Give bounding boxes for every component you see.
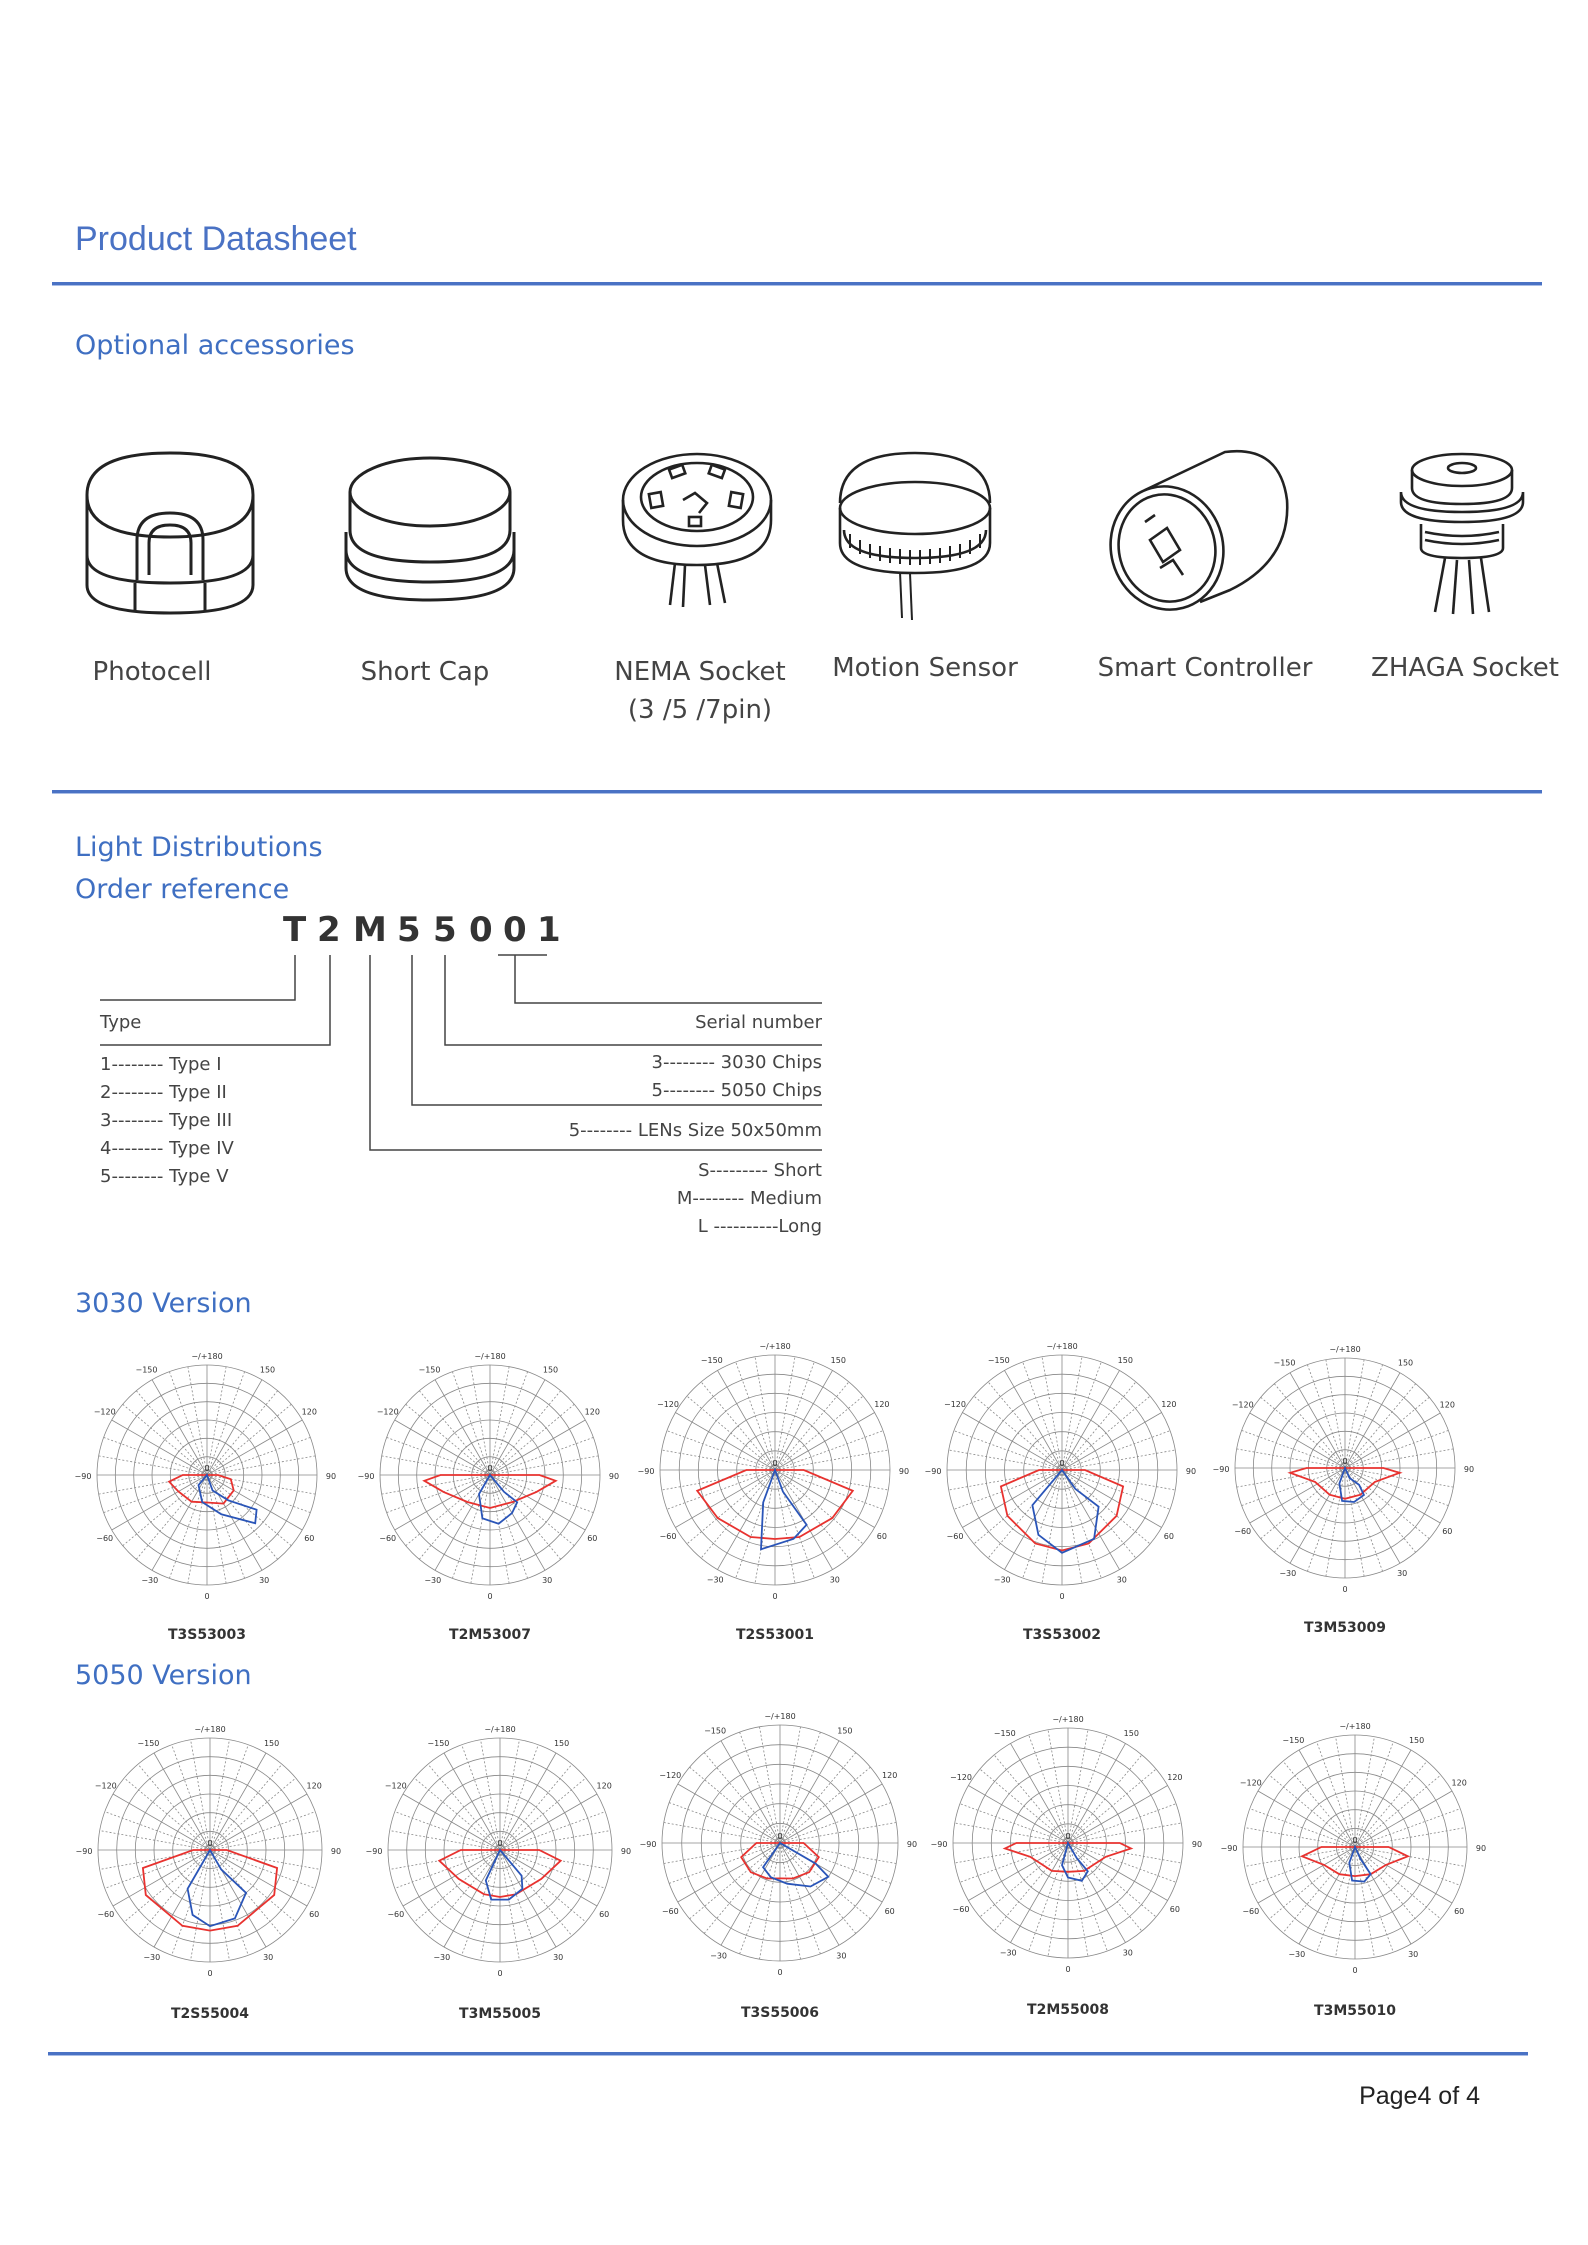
polar-angle-label: 90 (1463, 1465, 1475, 1474)
length-option: S--------- Short (698, 1160, 822, 1181)
polar-angle-label: −/+180 (759, 1342, 791, 1351)
polar-angle-label: 90 (1185, 1467, 1197, 1476)
polar-chart-caption: T2S55004 (170, 2006, 250, 2022)
polar-angle-label: 0 (1059, 1459, 1065, 1468)
polar-angle-label: −60 (952, 1905, 970, 1914)
blue-curve (1032, 1470, 1098, 1553)
polar-angle-label: 0 (487, 1592, 493, 1601)
order-code-char: M (353, 910, 389, 950)
section-accessories-heading: Optional accessories (75, 330, 355, 361)
polar-chart-caption: T3S53002 (1022, 1627, 1102, 1643)
polar-chart (1203, 1695, 1507, 2009)
polar-angle-label: 0 (207, 1839, 213, 1848)
polar-angle-label: 30 (542, 1575, 553, 1585)
polar-angle-label: −150 (137, 1738, 160, 1748)
polar-angle-label: −90 (924, 1467, 942, 1476)
accessory-zhaga-socket-label: ZHAGA Socket (1371, 653, 1559, 683)
polar-angle-label: −90 (75, 1847, 93, 1856)
footer-divider (48, 2052, 1528, 2055)
polar-angle-label: −120 (657, 1399, 679, 1409)
polar-angle-label: 90 (330, 1847, 342, 1856)
polar-angle-label: −120 (659, 1771, 682, 1781)
polar-angle-label: 60 (587, 1534, 598, 1543)
polar-chart-caption: T3M55005 (459, 2006, 541, 2022)
polar-angle-label: 30 (1116, 1575, 1127, 1585)
polar-angle-label: −90 (639, 1840, 657, 1849)
polar-angle-label: −90 (637, 1467, 655, 1476)
polar-angle-label: 60 (1442, 1527, 1453, 1536)
polar-angle-label: −90 (930, 1840, 948, 1849)
polar-angle-label: 0 (777, 1832, 783, 1841)
polar-angle-label: −30 (433, 1952, 451, 1962)
polar-chart-caption: T3M55010 (1314, 2003, 1396, 2019)
polar-angle-label: 120 (1167, 1772, 1183, 1782)
polar-angle-label: 90 (620, 1847, 632, 1856)
polar-angle-label: −150 (135, 1365, 158, 1375)
polar-angle-label: −60 (97, 1910, 115, 1920)
polar-angle-label: 0 (1342, 1585, 1348, 1594)
order-code-char: 0 (469, 910, 495, 950)
page-number: Page4 of 4 (1359, 2082, 1480, 2110)
polar-angle-label: −30 (706, 1575, 724, 1585)
polar-angle-label: 0 (1342, 1457, 1348, 1466)
length-option: L ----------Long (697, 1216, 822, 1237)
polar-angle-label: 60 (599, 1910, 610, 1920)
polar-angle-label: 30 (259, 1575, 270, 1585)
polar-angle-label: 0 (777, 1968, 783, 1977)
polar-angle-label: 30 (829, 1575, 840, 1585)
polar-angle-label: 90 (906, 1840, 918, 1849)
polar-angle-label: −30 (1288, 1949, 1306, 1959)
polar-angle-label: 150 (542, 1365, 559, 1375)
accessory-nema-socket-pins: (3 /5 /7pin) (627, 695, 773, 725)
polar-angle-label: −/+180 (191, 1352, 223, 1361)
polar-angle-label: 150 (830, 1356, 846, 1365)
chip-option: 3-------- 3030 Chips (651, 1052, 822, 1073)
accessory-nema-socket-label: NEMA Socket (614, 657, 786, 687)
polar-chart (913, 1688, 1223, 2008)
polar-angle-label: −90 (365, 1847, 383, 1856)
polar-angle-label: −120 (94, 1781, 117, 1791)
polar-angle-label: 120 (301, 1407, 317, 1417)
polar-angle-label: −150 (700, 1356, 723, 1365)
type-option: 1-------- Type I (100, 1054, 222, 1075)
order-code-char: 2 (317, 910, 343, 950)
polar-chart (907, 1315, 1217, 1635)
polar-angle-label: −120 (93, 1407, 116, 1417)
chip-option: 5-------- 5050 Chips (651, 1080, 822, 1101)
polar-angle-label: −60 (96, 1534, 114, 1543)
polar-angle-label: 30 (836, 1951, 847, 1961)
polar-chart-caption: T2M53007 (449, 1627, 531, 1643)
polar-angle-label: −30 (1279, 1568, 1297, 1578)
polar-angle-label: 90 (898, 1467, 910, 1476)
polar-angle-label: 60 (309, 1910, 320, 1920)
polar-chart (622, 1685, 938, 2011)
section-distributions-heading: Light Distributions (75, 832, 323, 863)
polar-angle-label: −60 (946, 1532, 964, 1541)
polar-angle-label: 30 (1397, 1568, 1408, 1578)
polar-chart (58, 1698, 362, 2012)
polar-angle-label: −150 (993, 1729, 1016, 1738)
order-code-char: 0 (503, 910, 529, 950)
polar-angle-label: −120 (1231, 1400, 1254, 1410)
type-heading: Type (100, 1012, 142, 1033)
polar-chart-caption: T2M55008 (1027, 2002, 1109, 2018)
polar-angle-label: −60 (379, 1534, 397, 1543)
polar-angle-label: 150 (1397, 1358, 1414, 1368)
polar-angle-label: −150 (704, 1726, 727, 1736)
section-order-reference-heading: Order reference (75, 874, 290, 905)
order-code-char: T (283, 910, 309, 950)
order-code-char: 5 (433, 910, 459, 950)
polar-angle-label: 30 (1408, 1949, 1419, 1959)
type-option: 4-------- Type IV (100, 1138, 234, 1159)
polar-angle-label: 30 (1122, 1948, 1133, 1958)
polar-angle-label: −/+180 (1052, 1715, 1084, 1724)
polar-angle-label: 0 (497, 1839, 503, 1848)
section-5050-heading: 5050 Version (75, 1660, 252, 1691)
polar-angle-label: 0 (207, 1969, 213, 1978)
polar-angle-label: −/+180 (1329, 1345, 1361, 1354)
polar-angle-label: −30 (143, 1952, 161, 1962)
polar-chart (1195, 1318, 1495, 1628)
polar-angle-label: −30 (710, 1951, 728, 1961)
blue-curve (479, 1475, 517, 1524)
polar-angle-label: 30 (553, 1952, 564, 1962)
polar-angle-label: −120 (950, 1772, 972, 1782)
polar-angle-label: 90 (608, 1472, 620, 1481)
polar-angle-label: −90 (74, 1472, 92, 1481)
polar-angle-label: 120 (1451, 1778, 1467, 1788)
polar-angle-label: 60 (1169, 1905, 1180, 1914)
polar-angle-label: −150 (418, 1365, 441, 1375)
accessory-smart-controller-label: Smart Controller (1097, 653, 1313, 683)
polar-angle-label: −/+180 (764, 1712, 796, 1721)
polar-angle-label: 0 (1065, 1832, 1071, 1841)
polar-angle-label: 120 (596, 1781, 612, 1791)
section-3030-heading: 3030 Version (75, 1288, 252, 1319)
polar-angle-label: 120 (874, 1399, 890, 1409)
polar-angle-label: 150 (1123, 1729, 1139, 1738)
polar-angle-label: −150 (987, 1356, 1010, 1365)
polar-angle-label: 60 (304, 1534, 315, 1543)
polar-angle-label: 0 (772, 1592, 778, 1601)
polar-chart (340, 1325, 640, 1635)
polar-angle-label: 120 (1161, 1399, 1177, 1409)
polar-angle-label: 0 (497, 1969, 503, 1978)
polar-angle-label: 0 (772, 1459, 778, 1468)
polar-angle-label: 0 (487, 1464, 493, 1473)
length-option: M-------- Medium (676, 1188, 822, 1209)
accessory-motion-sensor-label: Motion Sensor (832, 653, 1018, 683)
polar-angle-label: −60 (661, 1906, 679, 1916)
polar-angle-label: 120 (1439, 1400, 1455, 1410)
polar-angle-label: 120 (306, 1781, 322, 1791)
polar-angle-label: 0 (1059, 1592, 1065, 1601)
polar-angle-label: −120 (1239, 1778, 1262, 1788)
polar-angle-label: 150 (259, 1365, 276, 1375)
type-option: 2-------- Type II (100, 1082, 227, 1103)
polar-angle-label: 120 (584, 1407, 600, 1417)
polar-angle-label: −30 (141, 1575, 159, 1585)
polar-chart-caption: T3M53009 (1304, 1620, 1386, 1636)
polar-angle-label: 30 (263, 1952, 274, 1962)
polar-chart-caption: T2S53001 (735, 1627, 815, 1643)
polar-chart (57, 1325, 357, 1635)
polar-angle-label: 0 (204, 1592, 210, 1601)
polar-angle-label: −/+180 (1046, 1342, 1078, 1351)
polar-angle-label: −150 (1273, 1358, 1296, 1368)
polar-angle-label: 60 (1163, 1532, 1174, 1541)
polar-angle-label: −90 (1212, 1465, 1230, 1474)
type-option: 3-------- Type III (100, 1110, 233, 1131)
polar-angle-label: −150 (1282, 1735, 1305, 1745)
polar-angle-label: 150 (1117, 1356, 1133, 1365)
polar-angle-label: −30 (999, 1948, 1017, 1958)
polar-angle-label: −120 (944, 1399, 966, 1409)
polar-angle-label: 90 (1191, 1840, 1203, 1849)
polar-chart-caption: T3S53003 (167, 1627, 247, 1643)
polar-angle-label: −120 (384, 1781, 407, 1791)
polar-angle-label: 0 (1352, 1966, 1358, 1975)
polar-angle-label: −60 (659, 1532, 677, 1541)
page-title: Product Datasheet (75, 220, 357, 258)
order-code-char: 1 (537, 910, 563, 950)
polar-angle-label: 60 (1454, 1907, 1465, 1917)
polar-angle-label: 120 (882, 1771, 898, 1781)
polar-angle-label: −/+180 (484, 1725, 516, 1734)
polar-angle-label: 150 (1408, 1735, 1425, 1745)
polar-angle-label: −120 (376, 1407, 399, 1417)
polar-angle-label: 90 (1475, 1844, 1487, 1853)
lens-option: 5-------- LENs Size 50x50mm (568, 1120, 822, 1141)
polar-angle-label: −/+180 (194, 1725, 226, 1734)
polar-angle-label: 150 (263, 1738, 280, 1748)
polar-angle-label: 0 (204, 1464, 210, 1473)
polar-angle-label: −60 (1242, 1907, 1260, 1917)
polar-angle-label: 0 (1065, 1965, 1071, 1974)
type-option: 5-------- Type V (100, 1166, 229, 1187)
polar-angle-label: 90 (325, 1472, 337, 1481)
polar-angle-label: −/+180 (474, 1352, 506, 1361)
polar-chart (348, 1698, 652, 2012)
polar-angle-label: −60 (387, 1910, 405, 1920)
polar-angle-label: 0 (1352, 1836, 1358, 1845)
accessory-short-cap-label: Short Cap (360, 657, 490, 687)
polar-angle-label: 150 (553, 1738, 570, 1748)
polar-angle-label: −150 (427, 1738, 450, 1748)
polar-angle-label: −/+180 (1339, 1722, 1371, 1731)
polar-angle-label: −90 (357, 1472, 375, 1481)
polar-chart (620, 1315, 930, 1635)
polar-angle-label: 60 (884, 1906, 895, 1916)
polar-angle-label: −30 (424, 1575, 442, 1585)
polar-angle-label: 150 (837, 1726, 853, 1736)
polar-angle-label: −60 (1234, 1527, 1252, 1536)
polar-angle-label: −90 (1220, 1844, 1238, 1853)
polar-chart-caption: T3S55006 (740, 2005, 820, 2021)
polar-angle-label: 60 (876, 1532, 887, 1541)
order-code-char: 5 (397, 910, 423, 950)
serial-heading: Serial number (695, 1012, 822, 1033)
polar-angle-label: −30 (993, 1575, 1011, 1585)
accessory-photocell-label: Photocell (92, 657, 212, 687)
